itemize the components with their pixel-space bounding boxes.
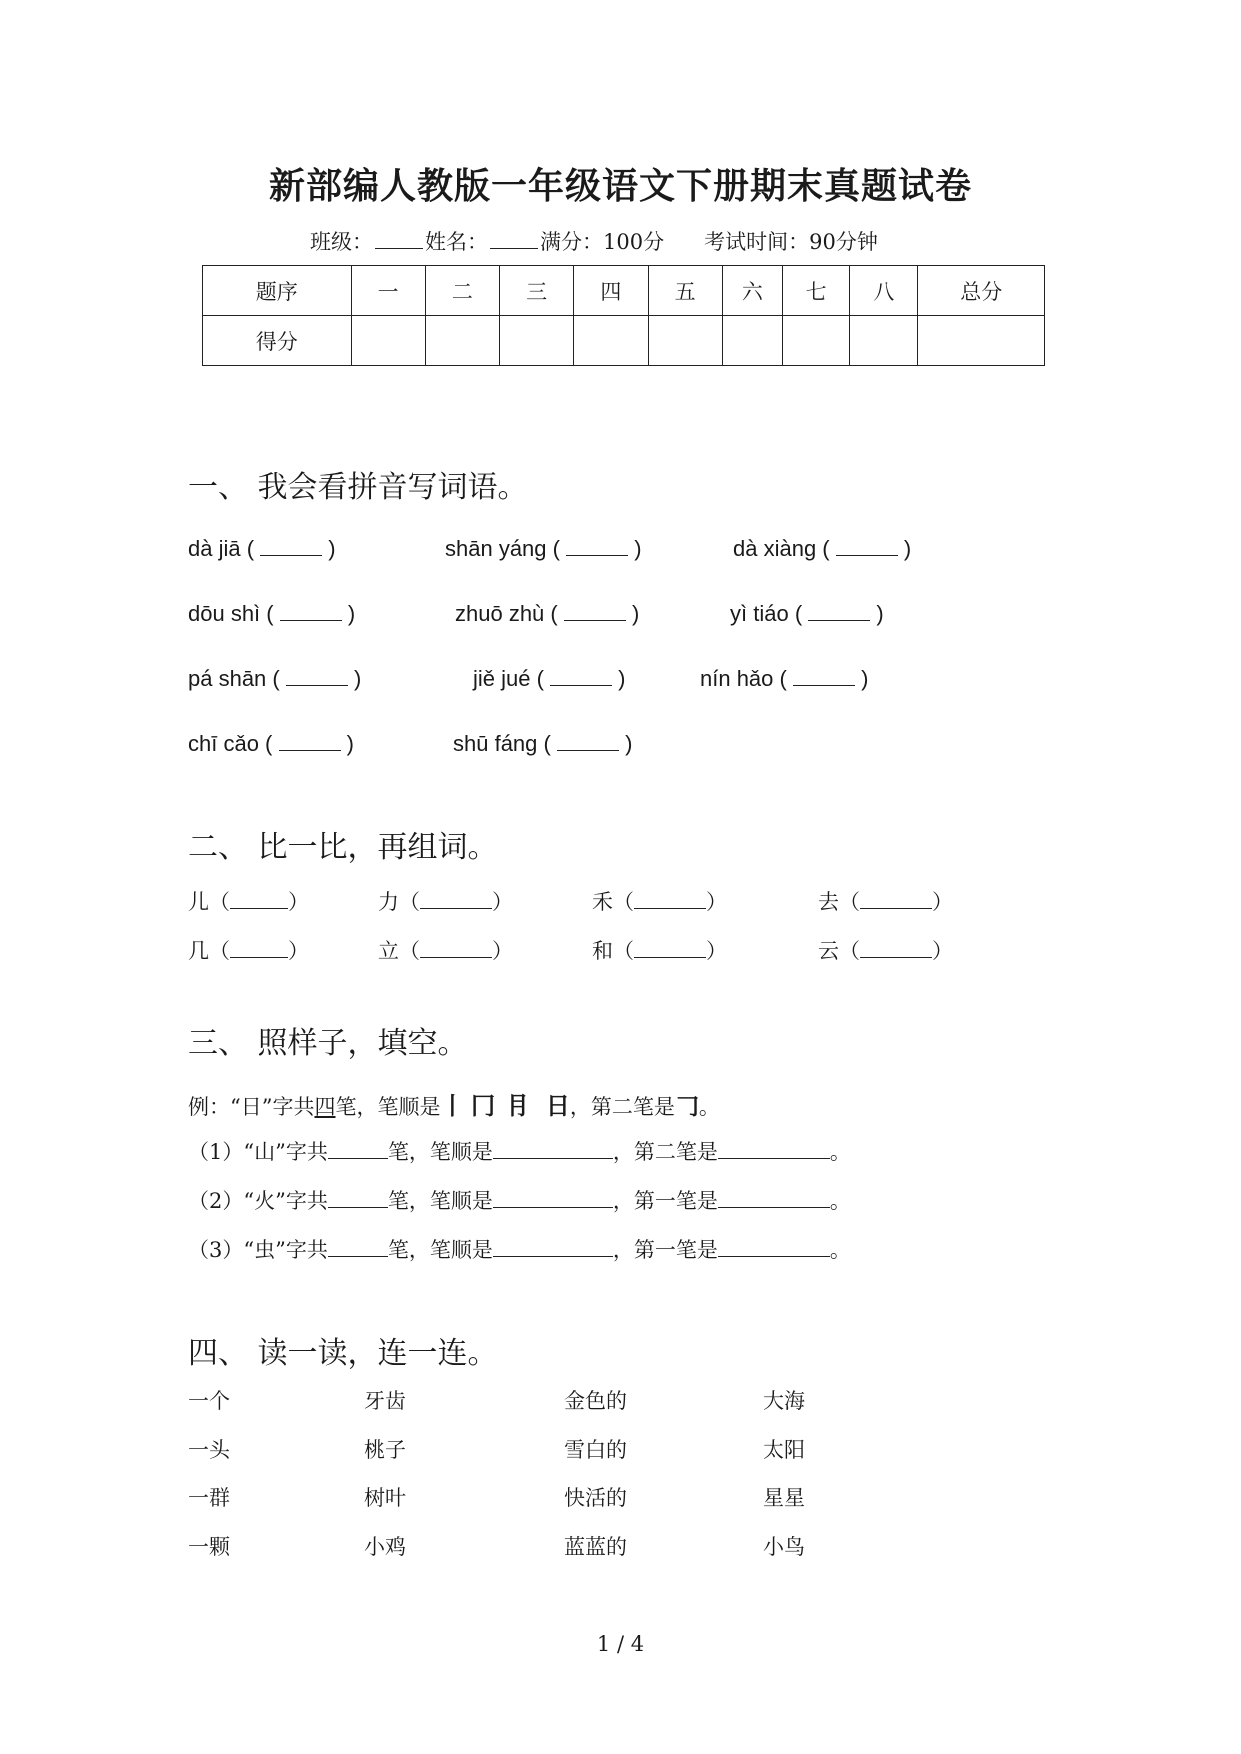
pinyin-text: dà xiàng <box>733 536 817 561</box>
example-line <box>188 1086 720 1121</box>
score-cell[interactable] <box>351 316 425 366</box>
answer-blank[interactable] <box>280 600 342 621</box>
page-title: 新部编人教版一年级语文下册期末真题试卷 <box>268 165 972 207</box>
match-word[interactable]: 金色的 <box>564 1389 627 1413</box>
section-4-title: 四、 读一读，连一连。 <box>188 1336 498 1371</box>
item-number: （2） <box>188 1189 244 1213</box>
pinyin-item: nín hǎo ( ) <box>700 666 869 691</box>
answer-blank[interactable] <box>230 888 288 909</box>
compare-char: 儿 <box>188 890 209 914</box>
pinyin-item: dōu shì ( ) <box>188 601 356 626</box>
example-mid: 笔，笔顺是 <box>335 1095 441 1119</box>
example-count: 四 <box>314 1095 336 1119</box>
fill-item <box>188 1234 851 1264</box>
compare-char: 和 <box>592 939 613 963</box>
pinyin-item: pá shān ( ) <box>188 666 362 691</box>
pinyin-item: zhuō zhù ( ) <box>455 601 640 626</box>
item-end: 。 <box>829 1140 851 1164</box>
compare-item: 立（ ） <box>378 939 513 963</box>
table-header-cell: 三 <box>500 266 574 316</box>
compare-char: 几 <box>188 939 209 963</box>
score-cell[interactable] <box>574 316 648 366</box>
table-row-label: 得分 <box>203 316 352 366</box>
match-word[interactable]: 一颗 <box>188 1535 230 1559</box>
compare-item: 和（ ） <box>592 939 727 963</box>
answer-blank[interactable] <box>566 535 628 556</box>
compare-item: 力（ ） <box>378 890 513 914</box>
item-number: （1） <box>188 1140 244 1164</box>
table-header-cell: 五 <box>648 266 722 316</box>
match-word[interactable]: 雪白的 <box>564 1438 627 1462</box>
score-cell[interactable] <box>722 316 782 366</box>
score-cell[interactable] <box>500 316 574 366</box>
count-blank[interactable] <box>328 1187 388 1208</box>
match-word[interactable]: 小鸟 <box>763 1535 805 1559</box>
example-end: 。 <box>698 1095 720 1119</box>
table-header-cell: 一 <box>351 266 425 316</box>
section-2-title: 二、 比一比，再组词。 <box>188 830 498 865</box>
example-second-stroke: 𠃌 <box>674 1092 699 1120</box>
pinyin-text: shān yáng <box>445 536 547 561</box>
exam-time: 考试时间：90分钟 <box>704 230 878 254</box>
pinyin-text: pá shān <box>188 666 267 691</box>
name-blank[interactable] <box>490 228 538 249</box>
score-cell[interactable] <box>918 316 1045 366</box>
pinyin-text: yì tiáo <box>730 601 789 626</box>
match-word[interactable]: 牙齿 <box>364 1389 406 1413</box>
answer-blank[interactable] <box>808 600 870 621</box>
score-table <box>202 265 1045 366</box>
count-blank[interactable] <box>328 1236 388 1257</box>
compare-char: 力 <box>378 890 399 914</box>
pinyin-text: nín hǎo <box>700 666 774 691</box>
compare-item: 禾（ ） <box>592 890 727 914</box>
table-header-cell: 六 <box>722 266 782 316</box>
fill-item <box>188 1136 851 1166</box>
match-word[interactable]: 星星 <box>763 1486 805 1510</box>
answer-blank[interactable] <box>230 937 288 958</box>
section-3-title: 三、 照样子，填空。 <box>188 1026 468 1061</box>
name-label: 姓名： <box>425 230 488 254</box>
score-table-header-row <box>203 266 1045 316</box>
pinyin-item: chī cǎo ( ) <box>188 731 354 756</box>
order-blank[interactable] <box>493 1187 613 1208</box>
item-tail: ，第一笔是 <box>612 1189 718 1213</box>
answer-blank[interactable] <box>420 888 492 909</box>
compare-char: 立 <box>378 939 399 963</box>
answer-blank[interactable] <box>860 888 932 909</box>
match-word[interactable]: 太阳 <box>763 1438 805 1462</box>
compare-item: 云（ ） <box>818 939 953 963</box>
match-word[interactable]: 一个 <box>188 1389 230 1413</box>
fill-item <box>188 1185 851 1215</box>
order-blank[interactable] <box>493 1236 613 1257</box>
answer-blank[interactable] <box>420 937 492 958</box>
compare-item: 几（ ） <box>188 939 309 963</box>
answer-blank[interactable] <box>557 730 619 751</box>
answer-blank[interactable] <box>279 730 341 751</box>
pinyin-item: dà jiā ( ) <box>188 536 336 561</box>
pinyin-text: jiě jué <box>473 666 531 691</box>
class-label: 班级： <box>310 230 373 254</box>
compare-char: 禾 <box>592 890 613 914</box>
pinyin-text: dōu shì <box>188 601 261 626</box>
match-word[interactable]: 一群 <box>188 1486 230 1510</box>
item-mid: 笔，笔顺是 <box>387 1238 493 1262</box>
section-1-title: 一、 我会看拼音写词语。 <box>188 470 528 505</box>
answer-blank[interactable] <box>793 665 855 686</box>
score-cell[interactable] <box>782 316 849 366</box>
match-word[interactable]: 桃子 <box>364 1438 406 1462</box>
compare-item: 儿（ ） <box>188 890 309 914</box>
pinyin-text: chī cǎo <box>188 731 259 756</box>
table-header-cell: 题序 <box>203 266 352 316</box>
pinyin-text: dà jiā <box>188 536 241 561</box>
answer-blank[interactable] <box>550 665 612 686</box>
stroke-blank[interactable] <box>718 1138 830 1159</box>
pinyin-item: yì tiáo ( ) <box>730 601 884 626</box>
compare-char: 去 <box>818 890 839 914</box>
answer-blank[interactable] <box>836 535 898 556</box>
score-cell[interactable] <box>648 316 722 366</box>
answer-blank[interactable] <box>860 937 932 958</box>
match-word[interactable]: 树叶 <box>364 1486 406 1510</box>
pinyin-item: shān yáng ( ) <box>445 536 642 561</box>
pinyin-item: shū fáng ( ) <box>453 731 633 756</box>
score-cell[interactable] <box>850 316 918 366</box>
match-word[interactable]: 大海 <box>763 1389 805 1413</box>
exam-info <box>310 226 878 256</box>
match-word[interactable]: 一头 <box>188 1438 230 1462</box>
answer-blank[interactable] <box>564 600 626 621</box>
pinyin-item: jiě jué ( ) <box>473 666 626 691</box>
score-cell[interactable] <box>425 316 499 366</box>
stroke-blank[interactable] <box>718 1187 830 1208</box>
stroke-blank[interactable] <box>718 1236 830 1257</box>
match-word[interactable]: 快活的 <box>564 1486 627 1510</box>
item-end: 。 <box>829 1189 851 1213</box>
answer-blank[interactable] <box>634 937 706 958</box>
example-second-prefix: ，第二笔是 <box>569 1095 675 1119</box>
item-mid: 笔，笔顺是 <box>387 1140 493 1164</box>
item-mid: 笔，笔顺是 <box>387 1189 493 1213</box>
item-char: “山”字共 <box>243 1140 328 1164</box>
item-number: （3） <box>188 1238 244 1262</box>
table-header-cell: 总分 <box>918 266 1045 316</box>
answer-blank[interactable] <box>634 888 706 909</box>
example-prefix: 例：“日”字共 <box>188 1095 315 1119</box>
match-word[interactable]: 蓝蓝的 <box>564 1535 627 1559</box>
pinyin-text: shū fáng <box>453 731 538 756</box>
score-table-score-row <box>203 316 1045 366</box>
item-char: “虫”字共 <box>243 1238 328 1262</box>
item-tail: ，第一笔是 <box>612 1238 718 1262</box>
item-char: “火”字共 <box>243 1189 328 1213</box>
stroke-3: ⺝ <box>508 1092 533 1120</box>
stroke-1: 丨 <box>440 1092 465 1120</box>
table-header-cell: 四 <box>574 266 648 316</box>
answer-blank[interactable] <box>260 535 322 556</box>
order-blank[interactable] <box>493 1138 613 1159</box>
page-number: 1 / 4 <box>596 1632 645 1656</box>
compare-item: 去（ ） <box>818 890 953 914</box>
class-blank[interactable] <box>375 228 423 249</box>
pinyin-item: dà xiàng ( ) <box>733 536 912 561</box>
table-header-cell: 七 <box>782 266 849 316</box>
item-end: 。 <box>829 1238 851 1262</box>
match-word[interactable]: 小鸡 <box>364 1535 406 1559</box>
stroke-4: 日 <box>545 1092 570 1120</box>
table-header-cell: 二 <box>425 266 499 316</box>
item-tail: ，第二笔是 <box>612 1140 718 1164</box>
compare-char: 云 <box>818 939 839 963</box>
table-header-cell: 八 <box>850 266 918 316</box>
count-blank[interactable] <box>328 1138 388 1159</box>
pinyin-text: zhuō zhù <box>455 601 545 626</box>
stroke-2: 冂 <box>471 1092 496 1120</box>
full-score: 满分：100分 <box>540 230 665 254</box>
answer-blank[interactable] <box>286 665 348 686</box>
